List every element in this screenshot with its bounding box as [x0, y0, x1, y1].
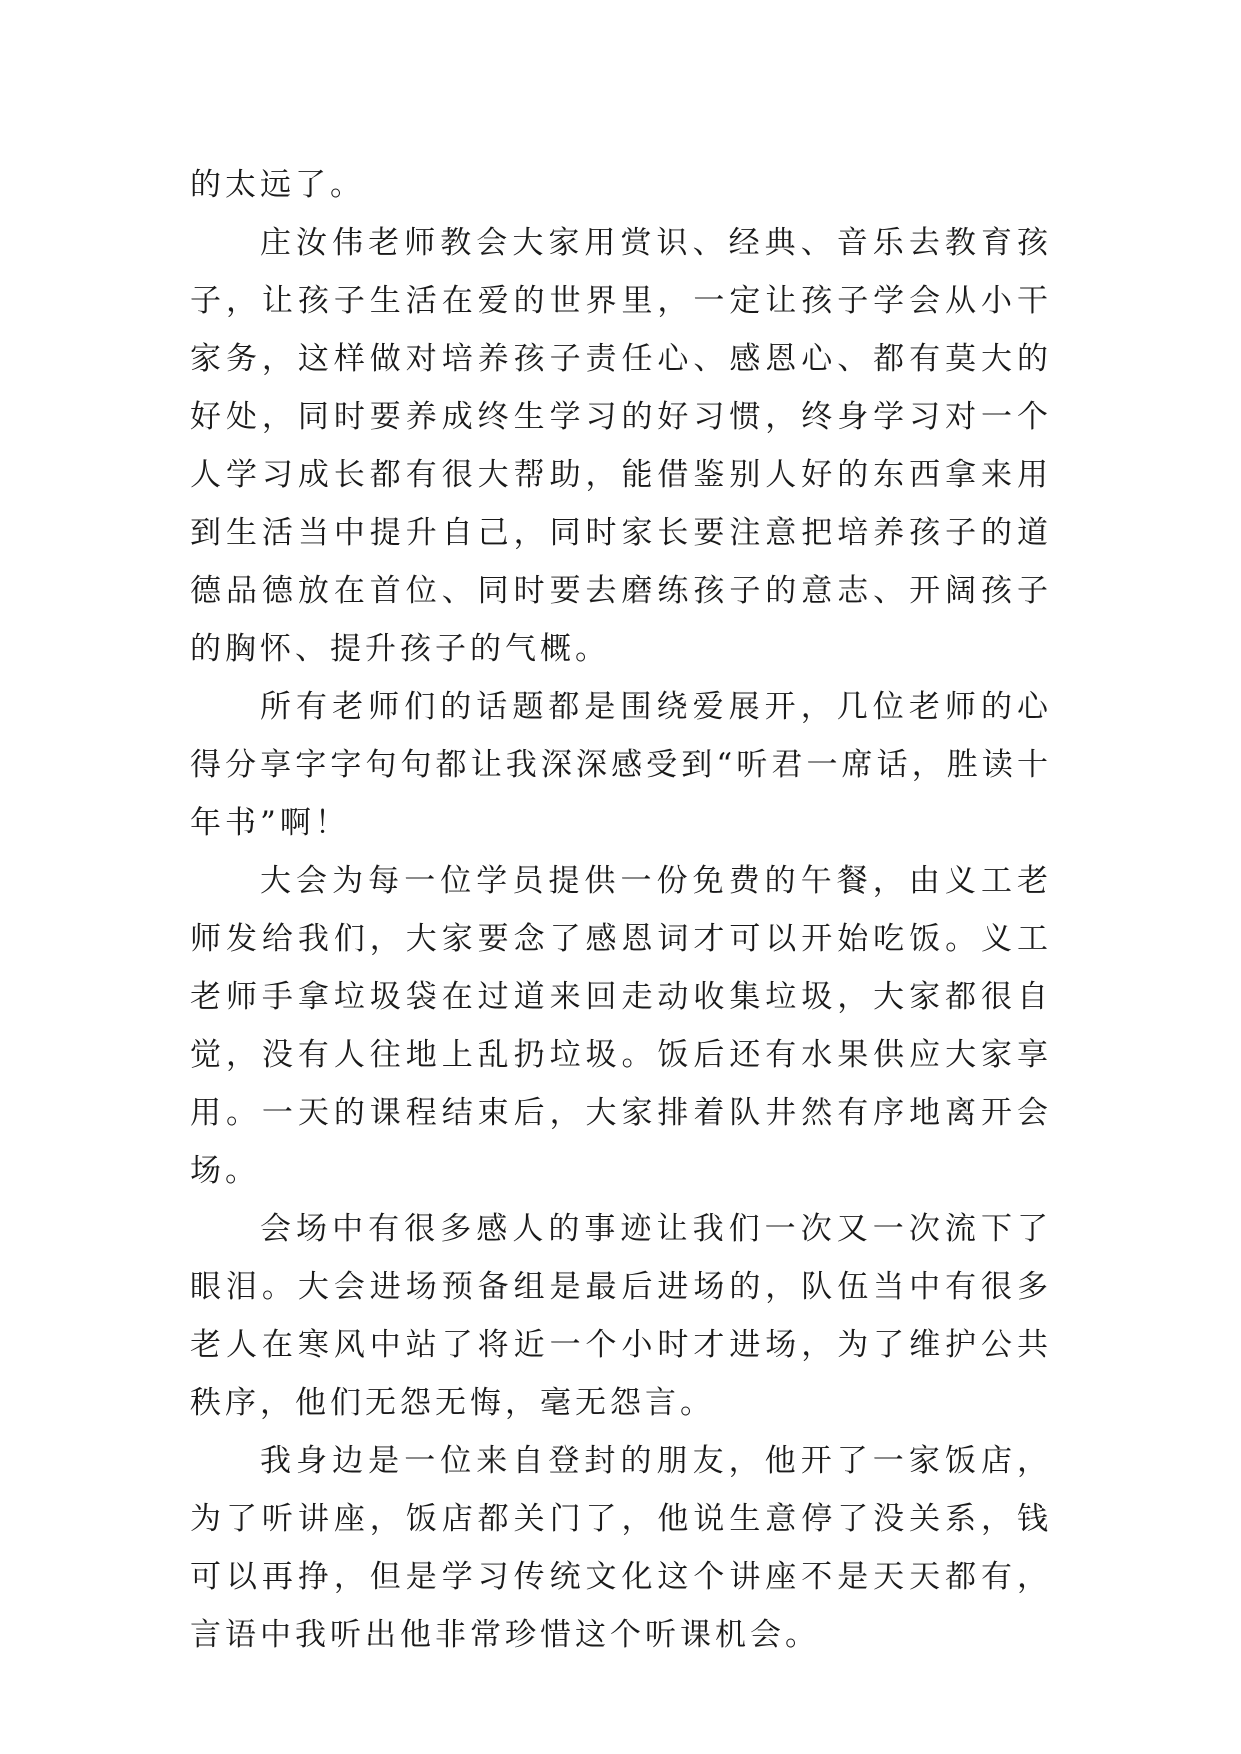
paragraph-continuation: 的太远了。	[190, 167, 365, 203]
paragraph-dengfeng-friend: 我身边是一位来自登封的朋友，他开了一家饭店，为了听讲座，饭店都关门了，他说生意停了没关系，钱可以再挣，但是学习传统文化这个讲座不是天天都有，言语中我听出他非常珍惜这个听课机会。	[190, 1443, 1052, 1653]
paragraph-free-lunch: 大会为每一位学员提供一份免费的午餐，由义工老师发给我们，大家要念了感恩词才可以开始吃饭。义工老师手拿垃圾袋在过道来回走动收集垃圾，大家都很自觉，没有人往地上乱扔垃圾。饭后还有水果供应大家享用。一天的课程结束后，大家排着队井然有序地离开会场。	[190, 863, 1052, 1189]
paragraph-teachers-topic: 所有老师们的话题都是围绕爱展开，几位老师的心得分享字字句句都让我深深感受到“听君一席话，胜读十年书”啊！	[190, 689, 1052, 841]
paragraph-moving-stories: 会场中有很多感人的事迹让我们一次又一次流下了眼泪。大会进场预备组是最后进场的，队伍当中有很多老人在寒风中站了将近一个小时才进场，为了维护公共秩序，他们无怨无悔，毫无怨言。	[190, 1211, 1052, 1421]
paragraph-teacher-zhuang: 庄汝伟老师教会大家用赏识、经典、音乐去教育孩子，让孩子生活在爱的世界里，一定让孩子学会从小干家务，这样做对培养孩子责任心、感恩心、都有莫大的好处，同时要养成终生学习的好习惯，终身学习对一个人学习成长都有很大帮助，能借鉴别人好的东西拿来用到生活当中提升自己，同时家长要注意把培养孩子的道德品德放在首位、同时要去磨练孩子的意志、开阔孩子的胸怀、提升孩子的气概。	[190, 225, 1052, 667]
document-body	[190, 156, 1052, 1664]
